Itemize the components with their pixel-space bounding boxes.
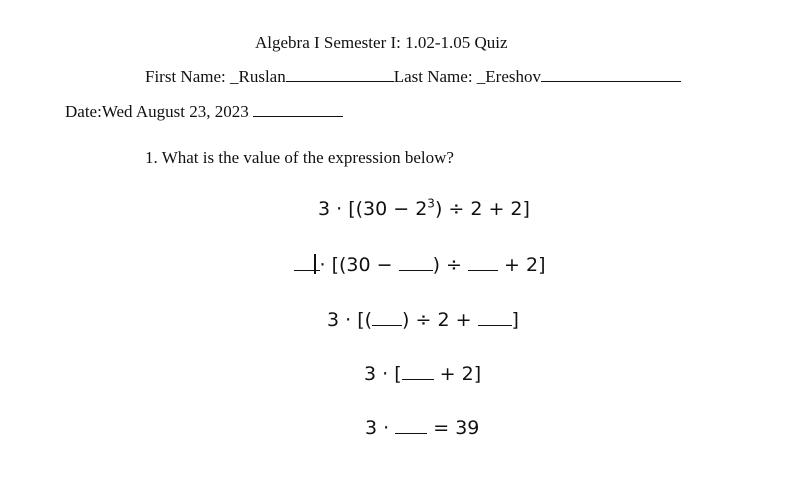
step3-part-b: ) ÷ 2 + [402, 309, 478, 331]
date-label[interactable]: Date:Wed August 23, 2023 [65, 102, 249, 121]
last-name-blank[interactable] [541, 66, 681, 82]
name-fields [145, 66, 681, 87]
date-blank[interactable] [253, 101, 343, 117]
step3-blank-2[interactable] [478, 307, 512, 326]
question-prompt: 1. What is the value of the expression below? [145, 148, 454, 167]
expression-step-4 [364, 361, 481, 386]
first-name-field[interactable]: First Name: _Ruslan [145, 67, 286, 86]
step2-blank-2[interactable] [399, 252, 433, 271]
expr1-exponent: 3 [427, 196, 435, 211]
step5-blank-1[interactable] [395, 415, 427, 434]
step2-part-b: ) ÷ [432, 254, 469, 276]
step4-blank-1[interactable] [402, 361, 434, 380]
step4-part-b: + 2] [433, 363, 482, 385]
expression-step-3 [327, 307, 519, 332]
last-name-field[interactable]: Last Name: _Ereshov [393, 67, 542, 86]
step5-part-b: = 39 [427, 417, 480, 439]
step3-part-a: 3 · [( [327, 309, 373, 331]
expression-step-2 [294, 252, 546, 277]
first-name-blank[interactable] [286, 66, 394, 82]
quiz-title: Algebra I Semester I: 1.02-1.05 Quiz [255, 33, 508, 52]
expression-step-5 [365, 415, 479, 440]
step2-blank-1[interactable] [294, 252, 320, 271]
step5-part-a: 3 · [365, 417, 396, 439]
date-field [65, 101, 343, 122]
step3-blank-1[interactable] [372, 307, 402, 326]
expression-original [318, 197, 530, 221]
step3-part-c: ] [511, 309, 519, 331]
step2-part-c: + 2] [498, 254, 546, 276]
expr1-part-a: 3 · [(30 − 2 [318, 198, 428, 220]
expr1-part-b: ) ÷ 2 + 2] [434, 198, 530, 220]
step2-part-a: · [(30 − [319, 254, 399, 276]
text-cursor [314, 254, 316, 274]
step2-blank-3[interactable] [468, 252, 498, 271]
step4-part-a: 3 · [ [364, 363, 402, 385]
